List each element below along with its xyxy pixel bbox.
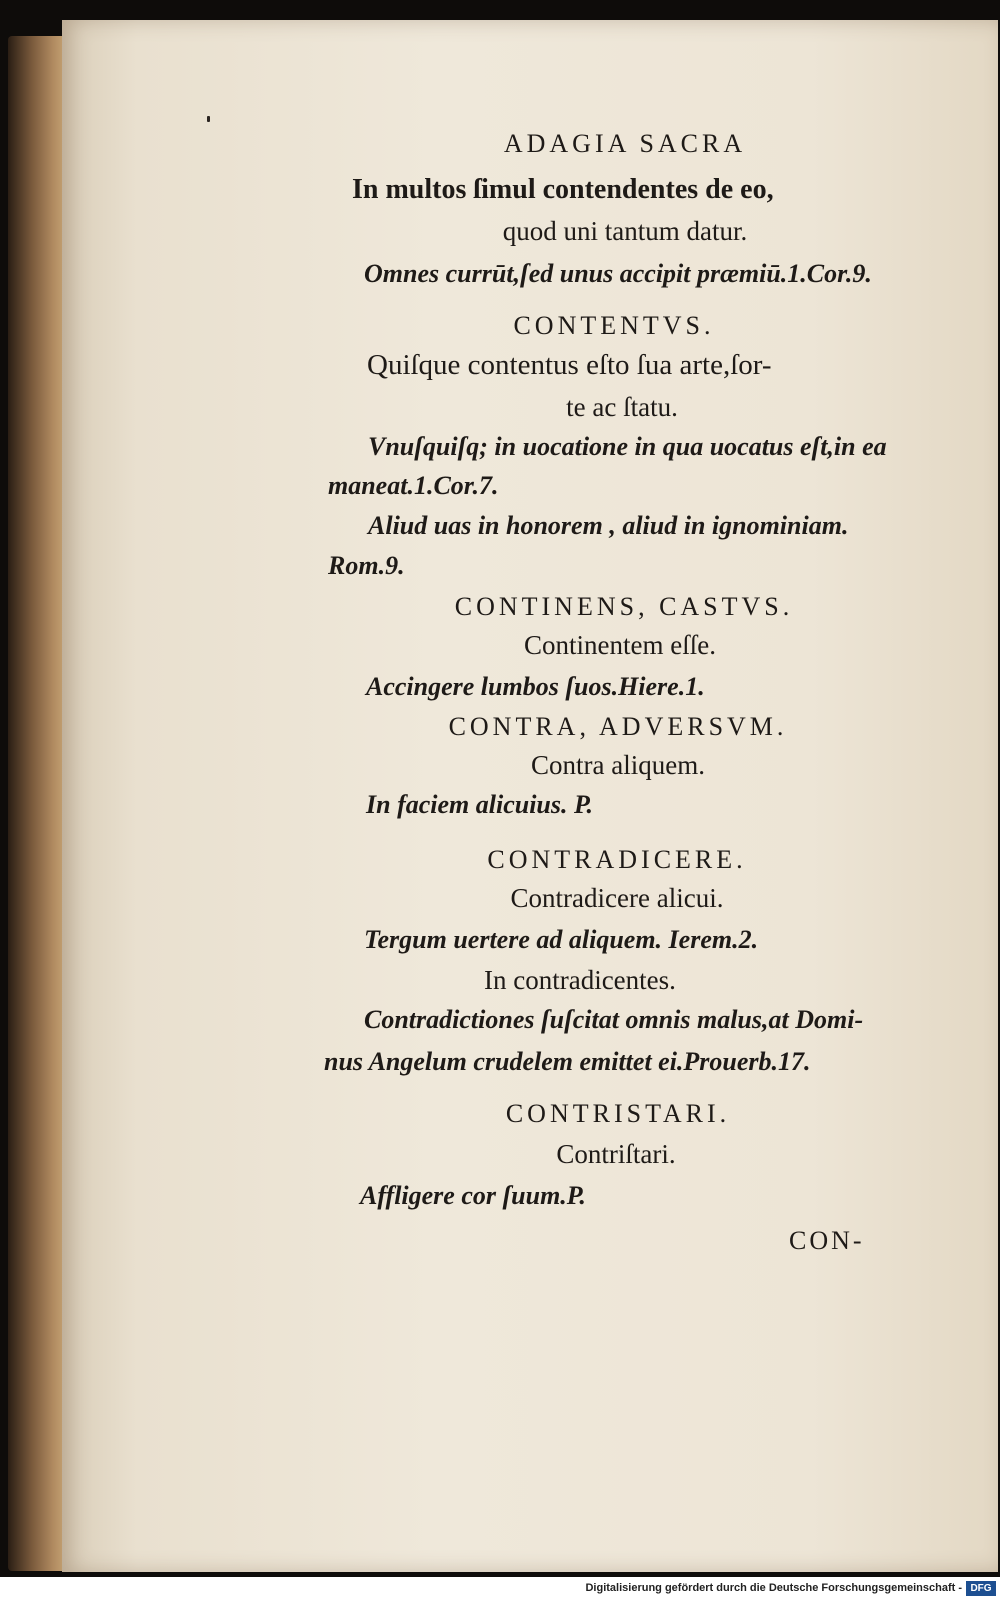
text-line: te ac ſtatu.	[566, 392, 678, 422]
text-line: Affligere cor ſuum.P.	[360, 1181, 586, 1210]
footer-credit: Digitalisierung gefördert durch die Deutsche Forschungsgemeinschaft -	[585, 1582, 962, 1594]
section-heading: CONTRADICERE.	[487, 845, 747, 874]
text-line: Vnuſquiſq; in uocatione in qua uocatus eſt,in ea	[368, 432, 887, 461]
text-line: Contra aliquem.	[531, 750, 705, 780]
ink-spot	[207, 116, 210, 122]
footer-bar	[0, 1577, 1000, 1601]
section-heading: CONTRA, ADVERSVM.	[448, 712, 788, 741]
section-heading: CONTINENS, CASTVS.	[454, 592, 794, 621]
section-heading: CONTRISTARI.	[505, 1099, 731, 1128]
text-line: quod uni tantum datur.	[502, 216, 748, 246]
text-line: In faciem alicuius. P.	[366, 790, 594, 819]
text-line: Quiſque contentus eſto ſua arte,ſor-	[367, 349, 772, 381]
text-line: Rom.9.	[328, 551, 405, 580]
catchword: CON-	[789, 1226, 865, 1255]
book-cover-edge	[8, 36, 68, 1571]
text-line: Accingere lumbos ſuos.Hiere.1.	[366, 672, 705, 701]
text-line: maneat.1.Cor.7.	[328, 471, 499, 500]
text-line: Continentem eſſe.	[524, 630, 716, 660]
text-line: In multos ſimul contendentes de eo,	[352, 174, 774, 205]
text-line: In contradicentes.	[484, 965, 676, 995]
text-line: Contradictiones ſuſcitat omnis malus,at Domi-	[364, 1005, 864, 1034]
dfg-logo: DFG	[966, 1581, 996, 1596]
text-line: Aliud uas in honorem , aliud in ignominiam.	[368, 511, 849, 540]
text-line: Omnes currūt,ſed unus accipit præmiū.1.Cor.9.	[364, 259, 872, 288]
running-head: ADAGIA SACRA	[503, 129, 747, 158]
text-line: nus Angelum crudelem emittet ei.Prouerb.17.	[324, 1047, 811, 1076]
text-line: Tergum uertere ad aliquem. Ierem.2.	[364, 925, 759, 954]
text-line: Contriſtari.	[556, 1139, 676, 1169]
text-line: Contradicere alicui.	[510, 883, 724, 913]
section-heading: CONTENTVS.	[513, 311, 715, 340]
